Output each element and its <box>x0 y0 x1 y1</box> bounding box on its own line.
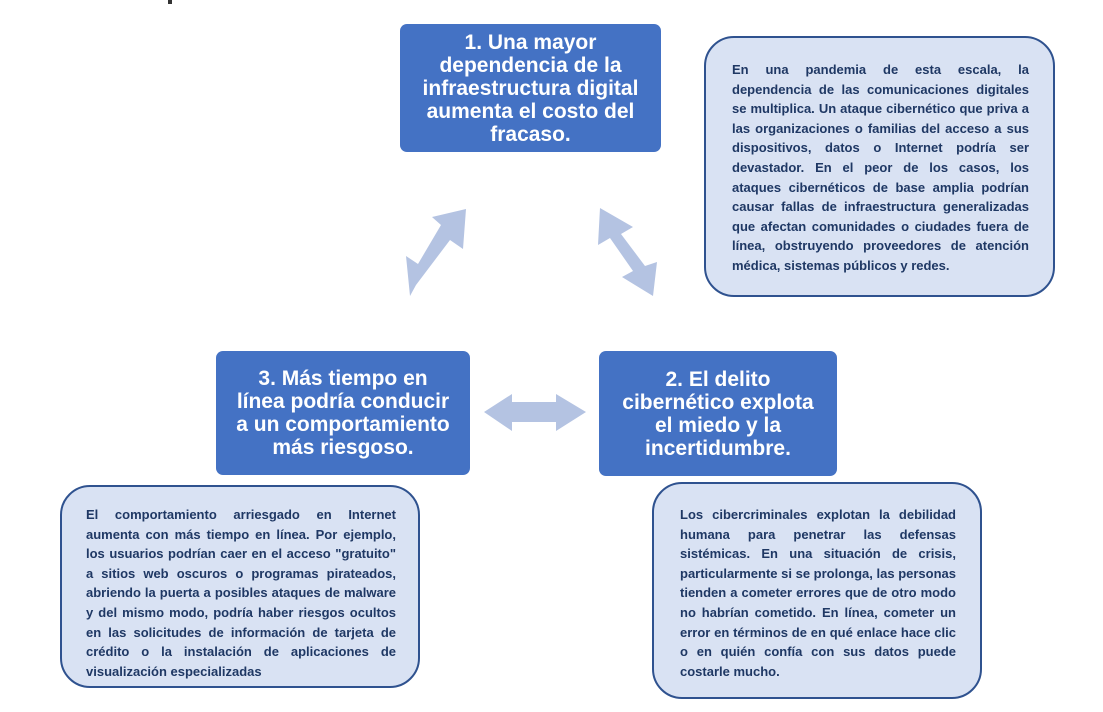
step-3-description-text: El comportamiento arriesgado en Internet aumenta con más tiempo en línea. Por ejemplo, los usuarios podrían caer en el acceso "gratuito" a sitios web oscuros o programas pirateados, abriendo la puerta a posibles ataques de malware y del mismo modo, podría haber riesgos ocultos en las solicitudes de información de tarjeta de crédito o la instalación de aplicaciones de visualización especializadas <box>86 507 396 679</box>
double-arrow-3-2 <box>484 394 586 431</box>
step-1-box: 1. Una mayor dependencia de la infraestructura digital aumenta el costo del fracaso. <box>400 24 661 152</box>
step-1-description-text: En una pandemia de esta escala, la dependencia de las comunicaciones digitales se multiplica. Un ataque cibernético que priva a las organizaciones o familias del acceso a sus dispositivos, datos o Internet podría ser devastador. En el peor de los casos, los ataques cibernéticos de base amplia podrían causar fallas de infraestructura generalizadas que afectan comunidades o ciudades fuera de línea, obstruyendo proveedores de atención médica, sistemas públicos y redes. <box>732 62 1029 273</box>
double-arrow-1-2 <box>598 208 657 296</box>
double-arrow-1-3 <box>406 209 466 296</box>
step-2-description-text: Los cibercriminales explotan la debilidad humana para penetrar las defensas sistémicas. En una situación de crisis, particularmente si se prolonga, las personas tienden a cometer errores que de otro modo no habrían cometido. En línea, cometer un error en términos de en qué enlace hace clic o en quién confía con sus datos puede costarle mucho. <box>680 507 956 679</box>
step-2-box: 2. El delito cibernético explota el miedo y la incertidumbre. <box>599 351 837 476</box>
step-3-box: 3. Más tiempo en línea podría conducir a un comportamiento más riesgoso. <box>216 351 470 475</box>
